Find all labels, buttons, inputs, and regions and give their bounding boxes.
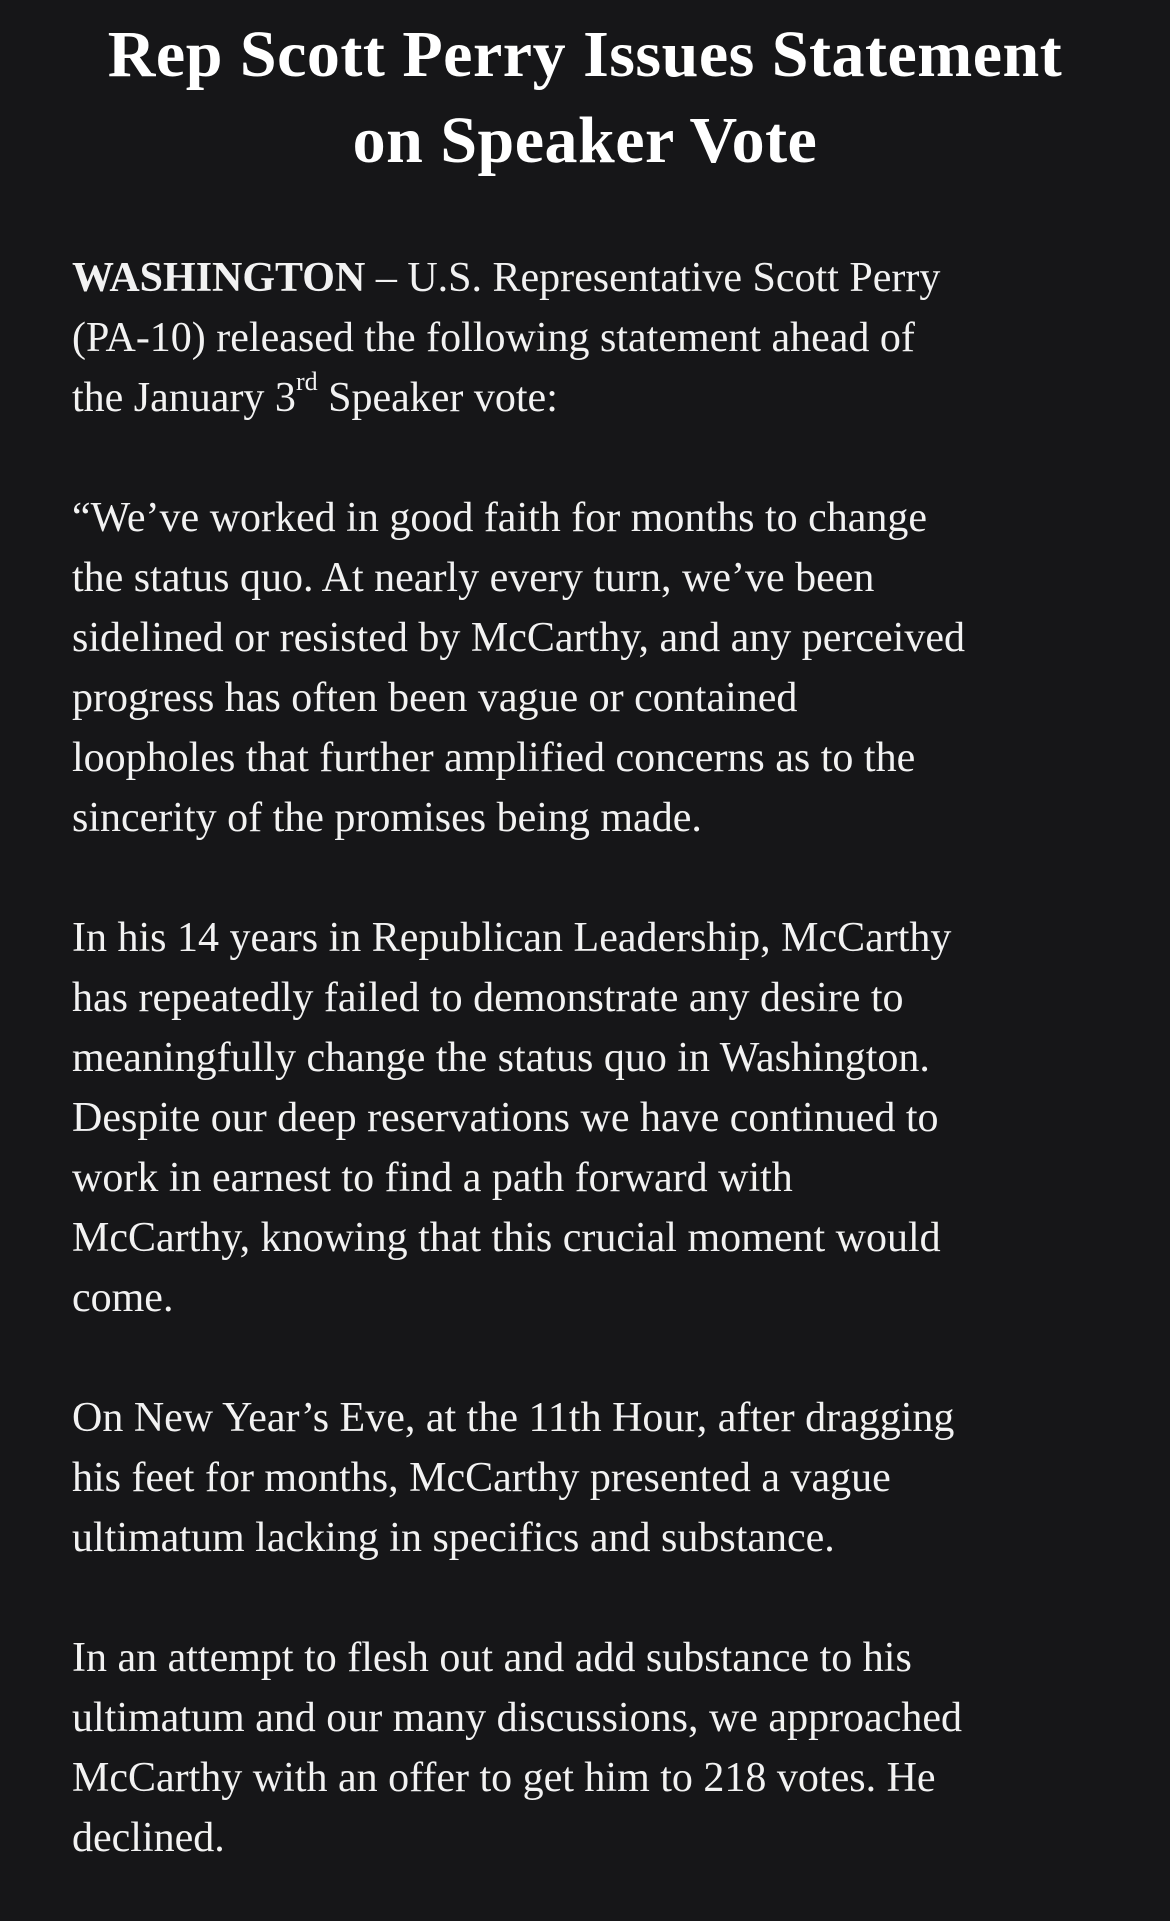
paragraph-line: McCarthy with an offer to get him to 218 votes. He bbox=[72, 1755, 936, 1801]
intro-line-2: (PA-10) released the following statement ahead of bbox=[72, 315, 915, 361]
ordinal-superscript: rd bbox=[295, 367, 318, 396]
intro-line-1-text: – U.S. Representative Scott Perry bbox=[365, 255, 941, 301]
paragraph-line: work in earnest to find a path forward with bbox=[72, 1155, 793, 1201]
paragraph-line: On New Year’s Eve, at the 11th Hour, after dragging bbox=[72, 1395, 955, 1441]
paragraph-line: progress has often been vague or contained bbox=[72, 675, 798, 721]
intro-line-1 bbox=[72, 248, 1098, 308]
paragraph-line: sidelined or resisted by McCarthy, and any perceived bbox=[72, 615, 965, 661]
intro-paragraph bbox=[72, 248, 1098, 428]
paragraph-line: sincerity of the promises being made. bbox=[72, 795, 702, 841]
paragraph-line: loopholes that further amplified concerns as to the bbox=[72, 735, 916, 781]
paragraph-line: come. bbox=[72, 1275, 174, 1321]
dateline: WASHINGTON bbox=[72, 255, 366, 301]
paragraph-line: meaningfully change the status quo in Washington. bbox=[72, 1035, 930, 1081]
paragraph-line: ultimatum and our many discussions, we approached bbox=[72, 1695, 962, 1741]
intro-line-3 bbox=[72, 368, 1098, 428]
paragraph-line: ultimatum lacking in specifics and substance. bbox=[72, 1515, 835, 1561]
paragraph-line: “We’ve worked in good faith for months to change bbox=[72, 495, 928, 541]
title-line-2: on Speaker Vote bbox=[352, 104, 818, 177]
paragraph-line: McCarthy, knowing that this crucial moment would bbox=[72, 1215, 941, 1261]
paragraph-line: his feet for months, McCarthy presented a vague bbox=[72, 1455, 891, 1501]
statement-paragraph-4 bbox=[72, 1628, 1098, 1868]
title-line-1: Rep Scott Perry Issues Statement bbox=[107, 18, 1063, 91]
paragraph-line: Despite our deep reservations we have continued to bbox=[72, 1095, 939, 1141]
statement-paragraph-1 bbox=[72, 488, 1098, 848]
statement-paragraph-3 bbox=[72, 1388, 1098, 1568]
paragraph-line: has repeatedly failed to demonstrate any desire to bbox=[72, 975, 904, 1021]
paragraph-line: declined. bbox=[72, 1815, 225, 1861]
statement-paragraph-2 bbox=[72, 908, 1098, 1328]
page-title bbox=[72, 0, 1098, 184]
paragraph-line: In an attempt to flesh out and add substance to his bbox=[72, 1635, 912, 1681]
intro-line-3-start: the January 3 bbox=[72, 375, 296, 421]
paragraph-line: In his 14 years in Republican Leadership, McCarthy bbox=[72, 915, 952, 961]
paragraph-line: the status quo. At nearly every turn, we’ve been bbox=[72, 555, 875, 601]
statement-body bbox=[72, 248, 1098, 1868]
intro-line-3-end: Speaker vote: bbox=[317, 375, 558, 421]
